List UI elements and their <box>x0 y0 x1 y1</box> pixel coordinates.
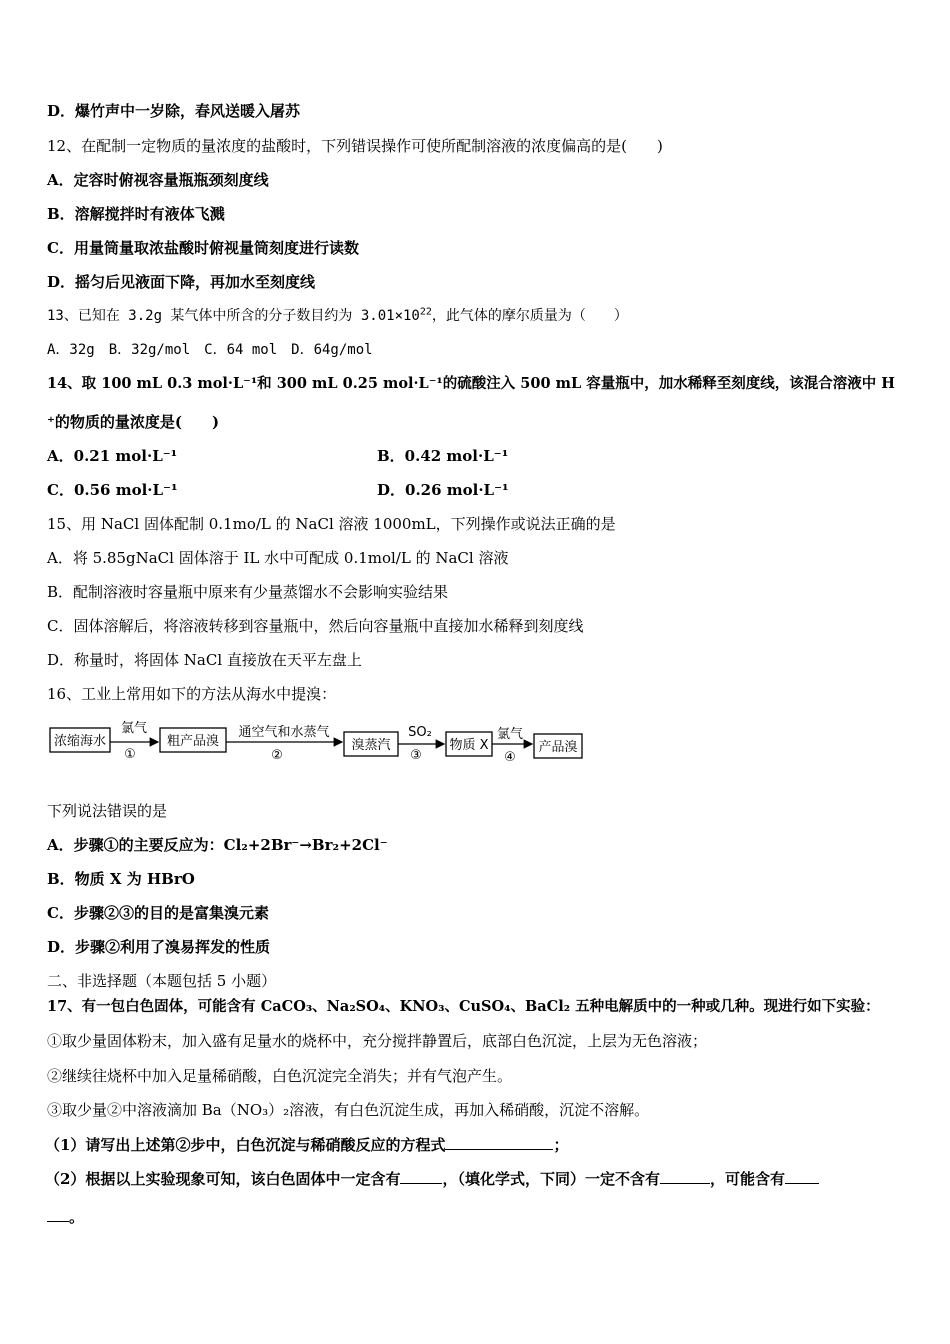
q16-option-c: C．步骤②③的目的是富集溴元素 <box>47 904 269 922</box>
q16-option-a: A．步骤①的主要反应为：Cl₂+2Br⁻→Br₂+2Cl⁻ <box>47 836 388 854</box>
flow-arrow-3-top: SO₂ <box>408 725 432 740</box>
answer-blank-2[interactable] <box>400 1169 442 1184</box>
flow-arrow-4-bottom: ④ <box>504 750 516 765</box>
flow-box-4-label: 物质 X <box>449 738 489 753</box>
q14-option-c: C．0.56 mol·L⁻¹ <box>47 481 178 499</box>
flow-box-2-label: 粗产品溴 <box>166 734 220 749</box>
q12-option-d: D．摇匀后见液面下降，再加水至刻度线 <box>47 273 316 291</box>
q17-subquestion-1: （1）请写出上述第②步中，白色沉淀与稀硝酸反应的方程式 ； <box>45 1136 569 1154</box>
q13-exponent: 22 <box>419 306 432 318</box>
q17-step-1: ①取少量固体粉末，加入盛有足量水的烧杯中，充分搅拌静置后，底部白色沉淀，上层为无色溶液； <box>47 1032 708 1050</box>
q16-flow-diagram <box>48 716 588 770</box>
answer-blank-4[interactable] <box>785 1169 819 1184</box>
flow-arrow-3-bottom: ③ <box>410 748 422 763</box>
flow-box-1-label: 浓缩海水 <box>53 734 107 749</box>
answer-blank-1[interactable] <box>445 1135 553 1150</box>
q11-option-d: D．爆竹声中一岁除，春风送暖入屠苏 <box>47 102 301 120</box>
flow-arrow-2-top: 通空气和水蒸气 <box>238 725 330 740</box>
q17-step-3: ③取少量②中溶液滴加 Ba（NO₃）₂溶液，有白色沉淀生成，再加入稀硝酸，沉淀不溶解。 <box>47 1101 650 1119</box>
q15-option-d: D．称量时，将固体 NaCl 直接放在天平左盘上 <box>47 651 362 669</box>
q14-option-a: A．0.21 mol·L⁻¹ <box>47 447 178 465</box>
section-2-heading: 二、非选择题（本题包括 5 小题） <box>47 972 277 990</box>
q12-stem: 12、在配制一定物质的量浓度的盐酸时，下列错误操作可使所配制溶液的浓度偏高的是( ) <box>47 137 663 155</box>
q14-option-b: B．0.42 mol·L⁻¹ <box>377 447 509 465</box>
q12-option-b: B．溶解搅拌时有液体飞溅 <box>47 205 225 223</box>
q14-stem-line1: 14、取 100 mL 0.3 mol·L⁻¹和 300 mL 0.25 mol·L⁻¹的硫酸注入 500 mL 容量瓶中，加水稀释至刻度线，该混合溶液中 H <box>47 375 895 392</box>
q12-option-a: A．定容时俯视容量瓶瓶颈刻度线 <box>47 171 269 189</box>
flow-arrow-4-top: 氯气 <box>496 727 524 742</box>
q16-option-d: D．步骤②利用了溴易挥发的性质 <box>47 938 271 956</box>
q16-option-b: B．物质 X 为 HBrO <box>47 870 195 888</box>
flow-arrow-2-bottom: ② <box>271 748 283 763</box>
q15-option-b: B．配制溶液时容量瓶中原来有少量蒸馏水不会影响实验结果 <box>47 583 449 601</box>
q12-option-c: C．用量筒量取浓盐酸时俯视量筒刻度进行读数 <box>47 239 359 257</box>
q16-prompt: 下列说法错误的是 <box>47 802 168 820</box>
answer-blank-3[interactable] <box>660 1169 710 1184</box>
answer-blank-4-cont[interactable] <box>47 1207 69 1222</box>
q17-subquestion-2: （2）根据以上实验现象可知，该白色固体中一定含有 ，（填化学式，下同）一定不含有 ，可能含有 <box>45 1169 819 1189</box>
q14-option-d: D．0.26 mol·L⁻¹ <box>377 481 509 499</box>
flow-arrow-1-top: 氯气 <box>120 721 148 736</box>
flow-box-5-label: 产品溴 <box>538 740 578 755</box>
q13-options: A．32g B．32g/mol C．64 mol D．64g/mol <box>47 342 373 358</box>
q14-stem-line2: ⁺的物质的量浓度是( ) <box>47 413 220 431</box>
q13-stem: 13、已知在 3.2g 某气体中所含的分子数目约为 $3.01\times 10^{22}$，此气体的摩尔质量为（ ） <box>47 306 628 324</box>
q17-step-2: ②继续往烧杯中加入足量稀硝酸，白色沉淀完全消失；并有气泡产生。 <box>47 1067 513 1085</box>
flow-box-3-label: 溴蒸汽 <box>351 738 391 753</box>
q16-stem: 16、工业上常用如下的方法从海水中提溴： <box>47 685 337 703</box>
q17-subquestion-2-cont: 。 <box>47 1207 84 1227</box>
q17-stem: 17、有一包白色固体，可能含有 CaCO₃、Na₂SO₄、KNO₃、CuSO₄、BaCl₂ 五种电解质中的一种或几种。现进行如下实验： <box>47 998 880 1015</box>
q15-option-c: C．固体溶解后，将溶液转移到容量瓶中，然后向容量瓶中直接加水稀释到刻度线 <box>47 617 584 635</box>
q15-stem: 15、用 NaCl 固体配制 0.1mo/L 的 NaCl 溶液 1000mL，下列操作或说法正确的是 <box>47 515 616 533</box>
q15-option-a: A．将 5.85gNaCl 固体溶于 IL 水中可配成 0.1mol/L 的 NaCl 溶液 <box>47 549 509 567</box>
flow-arrow-1-bottom: ① <box>124 747 136 762</box>
